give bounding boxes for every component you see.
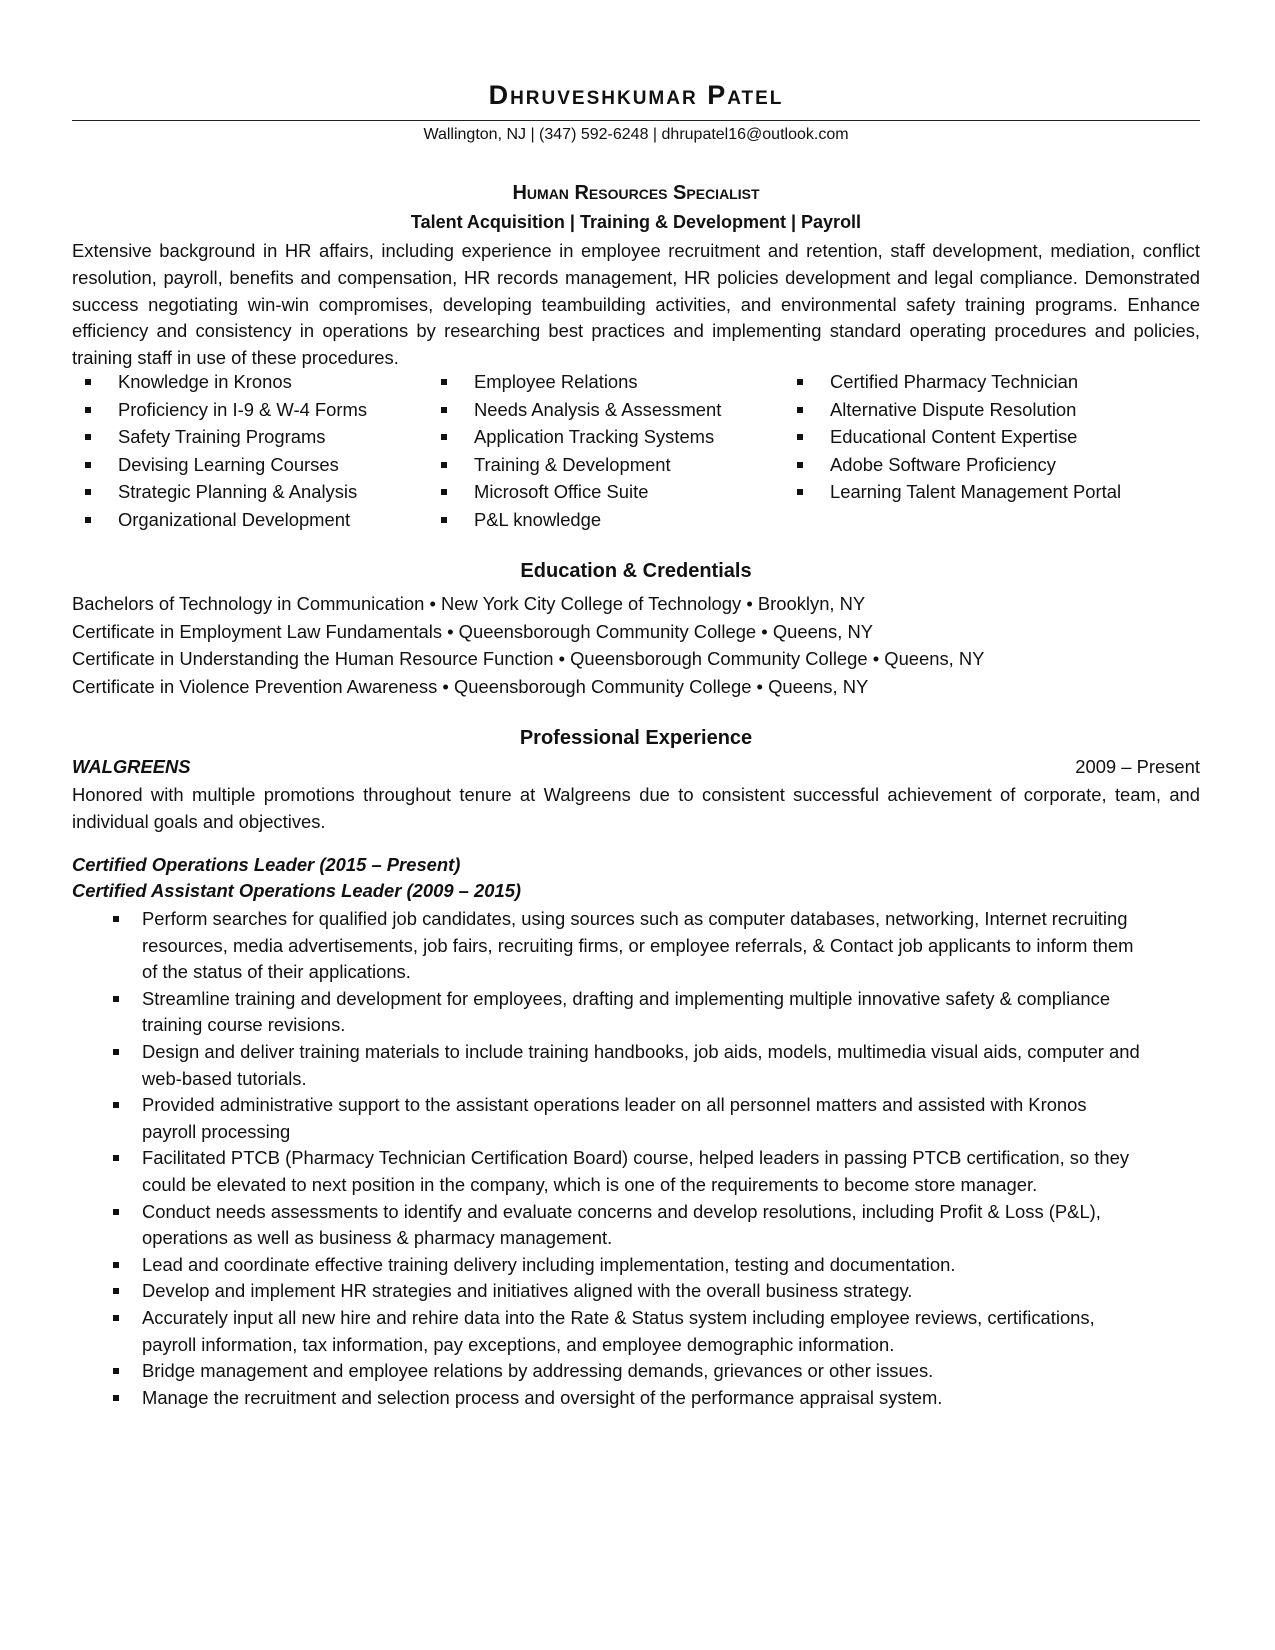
candidate-name: Dhruveshkumar Patel — [488, 80, 784, 110]
duty-item: Streamline training and development for employees, drafting and implementing multiple innovative safety & compliance training course revisions. — [72, 986, 1200, 1039]
skill-item: Needs Analysis & Assessment — [428, 396, 788, 424]
skill-item: Application Tracking Systems — [428, 423, 788, 451]
bullet-icon — [113, 916, 119, 922]
bullet-icon — [797, 489, 803, 495]
skill-item: Learning Talent Management Portal — [784, 478, 1124, 506]
skill-item: Training & Development — [428, 451, 788, 479]
skill-item: Certified Pharmacy Technician — [784, 368, 1124, 396]
duty-item: Design and deliver training materials to include training handbooks, job aids, models, multimedia visual aids, computer and web-based tutorials. — [72, 1039, 1200, 1092]
duty-item: Develop and implement HR strategies and initiatives aligned with the overall business strategy. — [72, 1278, 1200, 1305]
bullet-icon — [113, 1315, 119, 1321]
skills-column-2 — [428, 368, 788, 534]
education-item: Certificate in Understanding the Human Resource Function • Queensborough Community College • Queens, NY — [72, 648, 985, 670]
resume-page — [72, 0, 1200, 1650]
role-title-current: Certified Operations Leader (2015 – Present) — [72, 854, 461, 875]
bullet-icon — [85, 462, 91, 468]
skill-item: Knowledge in Kronos — [72, 368, 432, 396]
employer-description: Honored with multiple promotions throughout tenure at Walgreens due to consistent successful achievement of corporate, team, and individual goals and objectives. — [72, 784, 1200, 832]
skills-column-1 — [72, 368, 432, 534]
bullet-icon — [441, 379, 447, 385]
bullet-icon — [797, 407, 803, 413]
skill-item: Microsoft Office Suite — [428, 478, 788, 506]
bullet-icon — [113, 1209, 119, 1215]
experience-heading: Professional Experience — [519, 727, 753, 749]
professional-title: Human Resources Specialist — [512, 182, 760, 204]
education-heading: Education & Credentials — [520, 560, 752, 582]
bullet-icon — [113, 1049, 119, 1055]
education-item: Certificate in Employment Law Fundamentals • Queensborough Community College • Queens, NY — [72, 620, 873, 642]
bullet-icon — [85, 434, 91, 440]
bullet-icon — [113, 1395, 119, 1401]
bullet-icon — [113, 1102, 119, 1108]
skills-column-3 — [784, 368, 1124, 506]
skill-item: Devising Learning Courses — [72, 451, 432, 479]
skill-item: Strategic Planning & Analysis — [72, 478, 432, 506]
duty-item: Provided administrative support to the assistant operations leader on all personnel matters and assisted with Kronos payroll processing — [72, 1092, 1200, 1145]
skill-item: Alternative Dispute Resolution — [784, 396, 1124, 424]
duty-item: Manage the recruitment and selection process and oversight of the performance appraisal system. — [72, 1385, 1200, 1412]
duty-item: Lead and coordinate effective training delivery including implementation, testing and documentation. — [72, 1252, 1200, 1279]
bullet-icon — [85, 407, 91, 413]
header-divider — [72, 120, 1200, 121]
bullet-icon — [797, 379, 803, 385]
bullet-icon — [113, 1288, 119, 1294]
role-title-previous: Certified Assistant Operations Leader (2009 – 2015) — [72, 880, 522, 901]
employer-name: WALGREENS — [72, 756, 191, 777]
bullet-icon — [797, 434, 803, 440]
skill-item: P&L knowledge — [428, 506, 788, 534]
bullet-icon — [85, 489, 91, 495]
skill-item: Proficiency in I-9 & W-4 Forms — [72, 396, 432, 424]
bullet-icon — [441, 489, 447, 495]
education-item: Certificate in Violence Prevention Awareness • Queensborough Community College • Queens, NY — [72, 675, 869, 697]
skills-section — [72, 368, 1200, 538]
summary-paragraph: Extensive background in HR affairs, including experience in employee recruitment and retention, staff development, mediation, conflict resolution, payroll, benefits and compensation, HR records management, HR policies development and legal compliance. Demonstrated success negotiating win-win compromises, developing teambuilding activities, and environmental safety training programs. Enhance efficiency and consistency in operations by researching best practices and implementing standard operating procedures and policies, training staff in use of these procedures. — [72, 240, 1200, 369]
bullet-icon — [441, 517, 447, 523]
education-item: Bachelors of Technology in Communication • New York City College of Technology • Brooklyn, NY — [72, 593, 866, 614]
bullet-icon — [113, 1368, 119, 1374]
duty-item: Conduct needs assessments to identify and evaluate concerns and develop resolutions, including Profit & Loss (P&L), operations as well as business & pharmacy management. — [72, 1199, 1200, 1252]
bullet-icon — [113, 1262, 119, 1268]
employment-dates: 2009 – Present — [1075, 756, 1200, 777]
bullet-icon — [113, 996, 119, 1002]
duty-item: Bridge management and employee relations by addressing demands, grievances or other issues. — [72, 1358, 1200, 1385]
bullet-icon — [441, 407, 447, 413]
duty-item: Facilitated PTCB (Pharmacy Technician Certification Board) course, helped leaders in passing PTCB certification, so they could be elevated to next position in the company, which is one of the requirements to become store manager. — [72, 1145, 1200, 1198]
skill-item: Adobe Software Proficiency — [784, 451, 1124, 479]
skill-item: Organizational Development — [72, 506, 432, 534]
skill-item: Educational Content Expertise — [784, 423, 1124, 451]
skill-item: Employee Relations — [428, 368, 788, 396]
skill-item: Safety Training Programs — [72, 423, 432, 451]
duties-list — [72, 906, 1200, 1411]
bullet-icon — [441, 434, 447, 440]
education-list — [72, 590, 1200, 700]
bullet-icon — [797, 462, 803, 468]
bullet-icon — [85, 379, 91, 385]
bullet-icon — [113, 1155, 119, 1161]
bullet-icon — [85, 517, 91, 523]
duty-item: Perform searches for qualified job candidates, using sources such as computer databases, networking, Internet recruiting resources, media advertisements, job fairs, recruiting firms, or employee referrals, & Contact job applicants to inform them of the status of their applications. — [72, 906, 1200, 986]
duty-item: Accurately input all new hire and rehire data into the Rate & Status system including employee reviews, certifications, payroll information, tax information, pay exceptions, and employee demographic information. — [72, 1305, 1200, 1358]
contact-line: Wallington, NJ | (347) 592-6248 | dhrupatel16@outlook.com — [423, 126, 849, 143]
professional-subtitle: Talent Acquisition | Training & Development | Payroll — [410, 212, 862, 232]
bullet-icon — [441, 462, 447, 468]
